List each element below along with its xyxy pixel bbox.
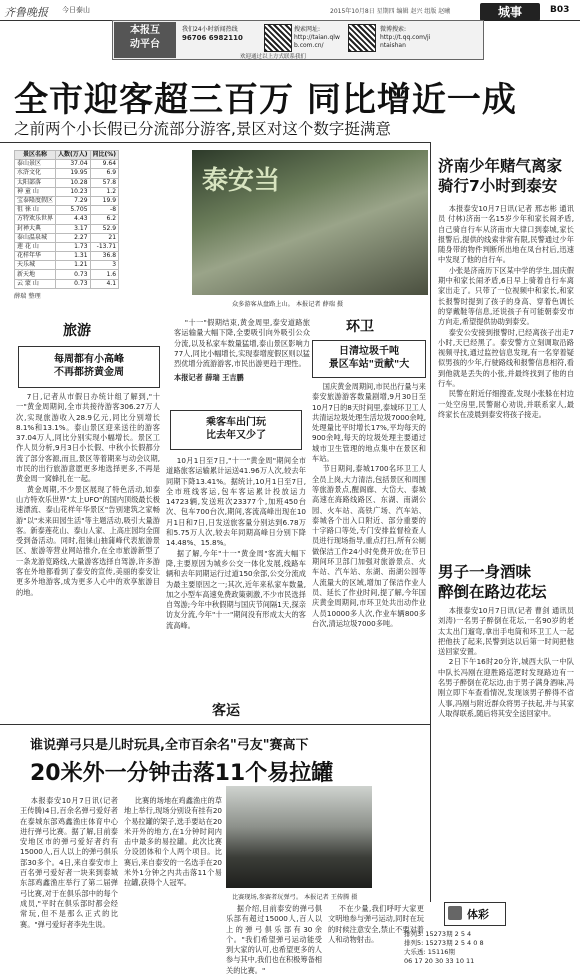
intro-paragraph: "十一"假期结束,黄金周里,泰安道路旅客运输量大幅下降,全要吸引向外吸引公众分流,以及私家车数量猛增,泰山景区影响力77人,同比小幅增长,实现泰增度假区则以猛烈优增分流游游客,市民出游更趋于理性。	[174, 318, 310, 369]
dateline: 2015年10月8日 星期四 编辑 赵兴 组版 赵曦	[330, 8, 451, 15]
lottery-icon	[448, 906, 462, 920]
mountain-photo	[192, 150, 428, 295]
right-story2-headline	[438, 562, 574, 602]
table-cell: 1.2	[90, 187, 119, 196]
table-row	[15, 206, 119, 215]
table-cell: -8	[90, 206, 119, 215]
platform-label	[114, 22, 176, 58]
traffic-paragraph: 据了解,今年"十一"黄金周"客流大幅下降,主要原因为城乡公交一体化发展,线路车辆和去年同期运行过道150余部,公交分流成为最主要原因之一;其次,近年来私家车数量,加之小型车高速免费政策刺激,不少市民选择自驾游;今年中秋假期与国庆节间隔1天,探亲访友分流,今年"十一"期间没有形成太大的客流高峰。	[166, 548, 306, 630]
table-cell: 3.17	[56, 224, 91, 233]
table-cell: 0.73	[56, 279, 91, 288]
table-row	[15, 233, 119, 242]
divider	[0, 142, 430, 143]
tourism-subtitle-2: 不再都挤黄金周	[54, 367, 124, 378]
table-cell: 3	[90, 261, 119, 270]
table-cell: 4.1	[90, 279, 119, 288]
bottom-paragraph: 比赛的场地在鸡鑫渔庄的草地上举行,现场分别设有挂有20个易拉罐的架子,选手要站在20米开外的地方,在1分钟时间内击中最多的易拉罐。此次比赛分设团体和个人两个项目。比赛后,来自泰安的一名选手在20米外1分钟之内共击落11个易拉罐,获得个人冠军。	[124, 796, 222, 888]
column-divider	[430, 142, 431, 902]
lottery-line: 06 17 20 30 33 10 11	[404, 957, 475, 965]
table-row	[15, 196, 119, 205]
table-row	[15, 187, 119, 196]
table-row	[15, 261, 119, 270]
slingshot-photo	[226, 786, 372, 888]
tourism-subtitle-box	[18, 346, 160, 388]
right-story2-body	[438, 606, 574, 719]
table-cell: -13.71	[90, 242, 119, 251]
table-row	[15, 169, 119, 178]
weibo-url-2[interactable]: ntaishan	[380, 42, 406, 49]
table-cell: 1.73	[56, 242, 91, 251]
sports-lottery-logo	[444, 902, 506, 926]
site-info	[294, 26, 340, 50]
environment-subtitle-1: 日清垃圾千吨	[339, 346, 399, 357]
page-number: B03	[550, 5, 570, 15]
table-cell: 泰山景区	[15, 160, 56, 169]
table-row	[15, 178, 119, 187]
photo-caption: 众多游客从盘路上山。 本报记者 薛瑞 摄	[232, 301, 344, 308]
main-headline: 全市迎客超三百万 同比增近一成	[14, 80, 517, 120]
bottom-body-col2	[124, 796, 222, 889]
table-credit: 薛瑞 整理	[14, 292, 41, 300]
main-subhead: 之前两个小长假已分流部分游客,景区对这个数字挺满意	[14, 120, 391, 138]
hotline-title: 我们24小时新闻热线	[182, 26, 238, 33]
divider	[0, 724, 430, 725]
right-story1-headline-1: 济南少年赌气离家	[438, 157, 563, 175]
table-cell: 21	[90, 233, 119, 242]
table-cell: 太阳部落	[15, 178, 56, 187]
bottom-paragraph: 据介绍,目前泰安的弹弓俱乐部有超过15000人,百人以上的弹弓俱乐部有30余个。"我们希望弹弓运动能受到大家的认可,也希望更多的人参与其中,我们也在积极筹备相关的比赛。"	[226, 904, 322, 975]
tourism-paragraph: 7日,记者从市假日办统计组了解到,"十一"黄金周期间,全市共接待游客306.27万人次,实现旅游收入28.9亿元,同比分别增长8.1%和13.1%。泰山景区迎来送往的游客37.04万人,同比分别实现小幅增长。景区工作人员分析,9月3日小长假、中秋小长假都分流了部分客源,而且,景区等着期来与动会议期,市民的出行旅游意愿更多地选择更多,不再是黄金周一窝蜂扎在一起。	[16, 392, 160, 484]
photo-overlay-text: 泰安当	[202, 166, 281, 196]
tourism-body	[16, 392, 160, 598]
tourism-paragraph: 黄金周期,不少景区展现了特色活动,如泰山方特欢乐世界"太上UFO"的国内顶级最长极速漂流、泰山花样年华景区"告别建筑之家畅游"以"未来田园生活"等主题活动,吸引大量游客。新泰莲花山、泰山人家、上高庄园均全面受到备活动。同时,徂徕山抽蒲峰代表旅游景区、旅游等营业网站推介,在全市旅游新型了一条龙游览路线,大量游客选择自驾游,许多游客在外地都看到了泰安的宣传,美丽的泰安让更多外地游客,成为更多人心中的欢享旅游目的地。	[16, 484, 160, 597]
right-story2-paragraph: 本报泰安10月7日讯(记者 曹剑 通讯员 刘涛)一名男子醉倒在花坛,一名90岁的老太太出门遛弯,拿出手电筒和环卫工人一起把他扶了起来,民警到达以后第一时间把他送回家安置。	[438, 606, 574, 657]
table-cell: 封禅大典	[15, 224, 56, 233]
table-cell: 方特欢乐世界	[15, 215, 56, 224]
environment-body	[312, 382, 426, 629]
right-story1-paragraph: 泰安公安接到报警时,已经离孩子出走7小时,天已经黑了。泰安警方立刻调取沿路视频寻找,通过监控信息发现,有一名穿着疑似男孩的少年,行驶路线和报警信息相符,看到他就是丢失的小张,并最终找到了他的自行车。	[438, 327, 574, 389]
table-cell: 19.95	[56, 169, 91, 178]
environment-paragraph: 国庆黄金周期间,市民出行量与来泰安旅游游客数量剧增,9月30日至10月7日的8天时间里,泰城环卫工人共清运垃圾处理生活垃圾7000余吨,处理量比平时增长17%,平均每天的900余吨,每天的垃圾处理主要通过城市卫生管理的地点集中在景区和车站。	[312, 382, 427, 464]
table-cell: 天乐城	[15, 261, 56, 270]
table-cell: 52.9	[90, 224, 119, 233]
right-story1-body	[438, 204, 574, 420]
table-row	[15, 160, 119, 169]
traffic-tag: 客运	[212, 703, 240, 719]
stats-table-wrapper	[14, 150, 119, 300]
table-cell: 宝泰隆度假区	[15, 196, 56, 205]
table-cell: 水浒文化	[15, 169, 56, 178]
weibo-url-1[interactable]: http://t.qq.com/ji	[380, 34, 431, 41]
table-cell: 0.73	[56, 270, 91, 279]
right-story2-paragraph: 2日下午16时20分许,城西大队一中队中队长冯刚在迎胜路巡逻时发现路边有一名男子醉倒在花坛边,由于男子满身酒味,冯刚立即下车查看情况,发现该男子醉得不省人事,冯刚与附近群众将男子扶起,并与其家人取得联系,随后将其安全送回家中。	[438, 657, 574, 718]
table-cell: 6.2	[90, 215, 119, 224]
traffic-subtitle-box	[170, 410, 302, 450]
table-cell: 1.6	[90, 270, 119, 279]
table-cell: 36.8	[90, 252, 119, 261]
table-cell: 神 童 山	[15, 187, 56, 196]
table-cell: 2.27	[56, 233, 91, 242]
table-cell: 莲 花 山	[15, 242, 56, 251]
lottery-results	[404, 930, 484, 966]
tourism-tag: 旅游	[63, 323, 91, 339]
qr-code-icon	[348, 24, 376, 52]
traffic-body	[166, 456, 306, 631]
table-header-row	[15, 151, 119, 160]
traffic-subtitle-2: 比去年又少了	[206, 430, 266, 441]
right-story1-paragraph: 本报泰安10月7日讯(记者 邢志彬 通讯员 付林)济南一名15岁少年和家长闹矛盾,自己骑自行车从济南市大律口到泰城,家长报警后,提供的线索非常有限,民警通过少年随身带的物件判断所出地在凤台村后,迅速中发现了他的自行车。	[438, 204, 574, 265]
table-cell: 6.9	[90, 169, 119, 178]
weibo-title: 微博搜索:	[380, 26, 407, 33]
table-cell: 57.8	[90, 178, 119, 187]
intro-byline: 本报记者 薛瑞 王吉鹏	[174, 373, 244, 383]
table-cell: 7.29	[56, 196, 91, 205]
bottom-body-col1	[20, 796, 118, 930]
environment-tag: 环卫	[346, 319, 374, 335]
environment-subtitle-2: 景区车站"贡献"大	[328, 359, 410, 370]
table-cell: 徂 徕 山	[15, 206, 56, 215]
table-cell: 37.04	[56, 160, 91, 169]
stats-table	[14, 150, 119, 289]
table-header-cell: 景区名称	[15, 151, 56, 160]
table-cell: 4.43	[56, 215, 91, 224]
table-row	[15, 279, 119, 288]
table-cell: 泰山温泉城	[15, 233, 56, 242]
table-body	[15, 160, 119, 289]
environment-subtitle-box	[312, 340, 426, 378]
table-cell: 云 蒙 山	[15, 279, 56, 288]
hotline-phone: 96706 6982110	[182, 34, 243, 42]
lottery-line: 排列3: 15273期 2 5 4	[404, 930, 472, 938]
table-cell: 9.64	[90, 160, 119, 169]
table-row	[15, 252, 119, 261]
qr-code-icon	[264, 24, 292, 52]
table-cell: 10.28	[56, 178, 91, 187]
site-url-1[interactable]: http://taian.qlw	[294, 34, 340, 41]
table-cell: 19.9	[90, 196, 119, 205]
environment-paragraph: 节日期间,泰城1700名环卫工人全员上岗,大力清洁,包括景区和周围等旅游景点,醒阁廊、大岱大、泰城高速在海路线路区、东湖、南湖公园、火车站、高铁广场、汽车站、泰城各个出入口附近、部分重要的十字路口等处,专门安排监督检查人员进行现场指导,重点打扫,所有公厕做保洁工作24小时免费开放;在节日期间环卫部门加强对旅游景点、火车站、汽车站、东湖、南湖公园等人流量大的区域,增加了保洁作业人员、延长了作业时间,提了解,今年国庆黄金周期间,市环卫处共出动作业人员10000多人次,作业车辆800多台次,清运垃圾7000多吨。	[312, 464, 426, 628]
table-cell: 1.31	[56, 252, 91, 261]
table-row	[15, 242, 119, 251]
table-cell: 10.23	[56, 187, 91, 196]
sports-lottery-label: 体彩	[467, 908, 489, 921]
bottom-photo-caption: 比赛现场,参赛者玩弹弓。 本报记者 王传腾 摄	[232, 894, 358, 901]
right-story1-paragraph: 民警在附近仔细搜查,发现小张躲在村边一处空房里,民警耐心劝说,并联系家人,最终家长在凌晨到泰安将孩子接走。	[438, 389, 574, 419]
right-story1-paragraph: 小张是济南历下区某中学的学生,国庆假期中和家长闹矛盾,6日早上骑着自行车离家出走了。只带了一位视频中和家长,和家长报警时提到了孩子的身高、穿着色调长的穿戴鞋等信息,还说孩子有可能朝泰安市方向走,希望提供协助到泰安。	[438, 265, 574, 327]
bottom-headline: 20米外一分钟击落11个易拉罐	[30, 761, 334, 786]
traffic-paragraph: 10月1日至7日,"十一"黄金周"期间全市道路旅客运输累计运送41.96万人次,较去年同期下降13.41%。据统计,10月1日至7日,全市班线客运,包车客运累计投放运力14723辆,发送班次23377个,加班450台次、包车700台次,期间,客流高峰出现在10月1日和7日,日发送旅客量分别达到6.78万和5.75万人次,较去年同期高峰日分别下降14.48%、15.8%。	[166, 456, 306, 548]
tourism-subtitle-1: 每周都有小高峰	[54, 354, 124, 365]
traffic-subtitle-1: 乘客车出门玩	[206, 417, 266, 428]
platform-label-line2: 动平台	[130, 39, 160, 50]
masthead: 齐鲁晚报	[4, 6, 48, 19]
right-story2-headline-1: 男子一身酒味	[438, 563, 532, 581]
table-row	[15, 270, 119, 279]
bottom-subheadline: 谁说弹弓只是儿时玩具,全市百余名"弓友"赛高下	[30, 738, 309, 753]
bottom-paragraph: 本报泰安10月7日讯(记者 王传腾)4日,百余名弹弓爱好者在泰城东部鸡鑫渔庄体育中心进行弹弓比赛。据了解,目前泰安地区市的弹弓爱好者约有15000人,百人以上的弹弓俱乐部30多个。4日,来自泰安市上百名弹弓爱好者一块来到泰城东部鸡鑫渔庄举行了第二届弹弓比赛,对于在俱乐部中的每个成员,"平时在俱乐部时都会经常玩,但不是那么正式的比赛。"弹弓爱好者李先生说。	[20, 796, 118, 929]
table-cell: 5.705	[56, 206, 91, 215]
table-header-cell: 人数(万人)	[56, 151, 91, 160]
site-url-2[interactable]: b.com.cn/	[294, 42, 324, 49]
bottom-paragraph: 不在少量,我们呼吁大家更文明地参与弹弓运动,同时在玩的时候注意安全,禁止不要对着人和动物射击。	[328, 904, 424, 944]
table-row	[15, 224, 119, 233]
right-story1-headline-2: 骑行7小时到泰安	[438, 177, 558, 195]
lottery-line: 排列5: 15273期 2 5 4 0 8	[404, 939, 484, 947]
table-cell: 新天地	[15, 270, 56, 279]
masthead-sub: 今日泰山	[62, 6, 90, 14]
table-cell: 花样年华	[15, 252, 56, 261]
table-row	[15, 215, 119, 224]
intro-text	[174, 318, 310, 384]
table-cell: 1.21	[56, 261, 91, 270]
right-story2-headline-2: 醉倒在路边花坛	[438, 583, 547, 601]
weibo-info	[380, 26, 430, 50]
right-story1-headline	[438, 156, 574, 196]
hotline	[182, 26, 243, 42]
site-title: 搜索网址:	[294, 26, 321, 33]
section-badge: 城事	[480, 3, 540, 21]
table-header-cell: 同比(%)	[90, 151, 119, 160]
platform-label-line1: 本报互	[130, 25, 160, 36]
promo-note: 欢迎通过以上方式联系我们	[240, 54, 307, 60]
bottom-body-col3	[226, 904, 322, 976]
lottery-line: 大乐透: 15116期	[404, 948, 455, 956]
